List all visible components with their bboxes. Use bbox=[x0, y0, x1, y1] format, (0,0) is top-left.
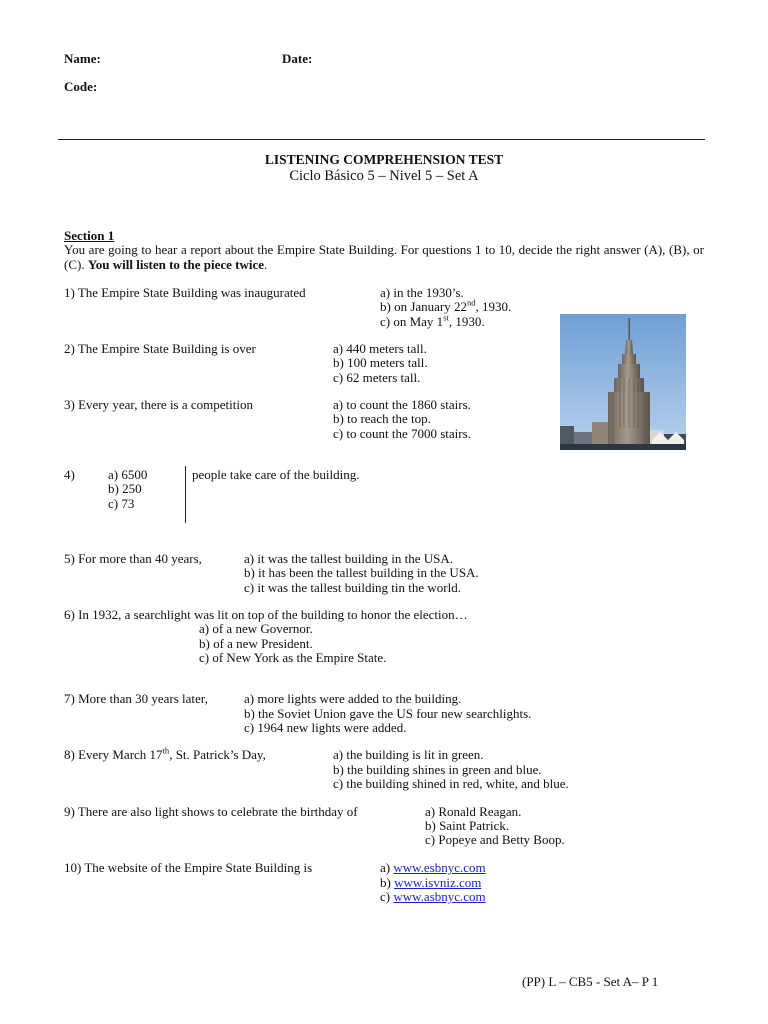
q7-option-b: b) the Soviet Union gave the US four new searchlights. bbox=[244, 706, 532, 721]
empire-state-building-illustration bbox=[560, 314, 686, 450]
section-label: Section 1 bbox=[64, 228, 115, 243]
q6-option-b: b) of a new President. bbox=[199, 636, 313, 651]
q6-option-a: a) of a new Governor. bbox=[199, 621, 313, 636]
q8-stem-post: , St. Patrick’s Day, bbox=[169, 747, 266, 762]
q10-b-prefix: b) bbox=[380, 875, 395, 890]
q4-option-c: c) 73 bbox=[108, 496, 135, 511]
empire-state-building-photo bbox=[560, 314, 686, 450]
name-label: Name: bbox=[64, 51, 101, 66]
q8-stem-text: 8) Every March 17 bbox=[64, 747, 163, 762]
q3-option-a: a) to count the 1860 stairs. bbox=[333, 397, 471, 412]
q2-stem: 2) The Empire State Building is over bbox=[64, 341, 256, 356]
page-footer: (PP) L – CB5 - Set A– P 1 bbox=[522, 974, 659, 989]
q9-option-c: c) Popeye and Betty Boop. bbox=[425, 832, 565, 847]
q4-option-b: b) 250 bbox=[108, 481, 142, 496]
q1-b-text: b) on January 22 bbox=[380, 299, 468, 314]
q8-stem bbox=[64, 745, 266, 763]
q8-option-a: a) the building is lit in green. bbox=[333, 747, 484, 762]
q5-option-b: b) it has been the tallest building in the USA. bbox=[244, 565, 479, 580]
instructions-end: . bbox=[264, 256, 268, 272]
q4-divider bbox=[185, 466, 186, 523]
q1-stem: 1) The Empire State Building was inaugurated bbox=[64, 285, 306, 300]
q7-option-a: a) more lights were added to the building. bbox=[244, 691, 462, 706]
q8-option-c: c) the building shined in red, white, and blue. bbox=[333, 776, 569, 791]
test-title: LISTENING COMPREHENSION TEST bbox=[264, 152, 504, 167]
q7-option-c: c) 1964 new lights were added. bbox=[244, 720, 407, 735]
q2-option-a: a) 440 meters tall. bbox=[333, 341, 427, 356]
instructions-bold: You will listen to the piece twice bbox=[87, 256, 265, 272]
q9-stem: 9) There are also light shows to celebrate the birthday of bbox=[64, 804, 358, 819]
q6-option-c: c) of New York as the Empire State. bbox=[199, 650, 387, 665]
q1-c-text: c) on May 1 bbox=[380, 314, 444, 329]
q3-stem: 3) Every year, there is a competition bbox=[64, 397, 253, 412]
q5-stem: 5) For more than 40 years, bbox=[64, 551, 202, 566]
q4-text: people take care of the building. bbox=[192, 467, 360, 482]
q1-c-sup: st bbox=[443, 312, 449, 323]
q6-stem: 6) In 1932, a searchlight was lit on top of the building to honor the election… bbox=[64, 607, 468, 622]
q7-stem: 7) More than 30 years later, bbox=[64, 691, 208, 706]
q8-option-b: b) the building shines in green and blue. bbox=[333, 762, 542, 777]
q4-number: 4) bbox=[64, 467, 75, 482]
q8-stem-sup: th bbox=[162, 745, 170, 756]
q9-option-b: b) Saint Patrick. bbox=[425, 818, 510, 833]
q10-option-c bbox=[380, 890, 486, 905]
q1-option-a: a) in the 1930’s. bbox=[380, 285, 464, 300]
q4-option-a: a) 6500 bbox=[108, 467, 148, 482]
q1-b-sup: nd bbox=[467, 297, 476, 308]
website-link-esbnyc[interactable]: www.esbnyc.com bbox=[393, 860, 486, 875]
q2-option-b: b) 100 meters tall. bbox=[333, 355, 428, 370]
q3-option-b: b) to reach the top. bbox=[333, 411, 431, 426]
q9-option-a: a) Ronald Reagan. bbox=[425, 804, 522, 819]
website-link-asbnyc[interactable]: www.asbnyc.com bbox=[393, 889, 486, 904]
header-divider bbox=[58, 139, 705, 140]
q1-c-post: , 1930. bbox=[448, 314, 485, 329]
q5-option-c: c) it was the tallest building tin the world. bbox=[244, 580, 461, 595]
website-link-isvniz[interactable]: www.isvniz.com bbox=[394, 875, 482, 890]
q10-option-a bbox=[380, 861, 486, 876]
q10-a-prefix: a) bbox=[380, 860, 394, 875]
q2-option-c: c) 62 meters tall. bbox=[333, 370, 421, 385]
code-label: Code: bbox=[64, 79, 98, 94]
test-subtitle: Ciclo Básico 5 – Nivel 5 – Set A bbox=[289, 168, 479, 184]
q3-option-c: c) to count the 7000 stairs. bbox=[333, 426, 471, 441]
date-label: Date: bbox=[282, 51, 313, 66]
q1-b-post: , 1930. bbox=[475, 299, 512, 314]
section-instructions bbox=[64, 243, 704, 272]
q1-option-c bbox=[380, 312, 485, 330]
q5-option-a: a) it was the tallest building in the USA. bbox=[244, 551, 454, 566]
instructions-text: You are going to hear a report about the Empire State Building. For questions 1 to 10, decide the right answer (A), (B), or (C). bbox=[64, 242, 704, 272]
q10-stem: 10) The website of the Empire State Building is bbox=[64, 860, 313, 875]
q10-c-prefix: c) bbox=[380, 889, 394, 904]
